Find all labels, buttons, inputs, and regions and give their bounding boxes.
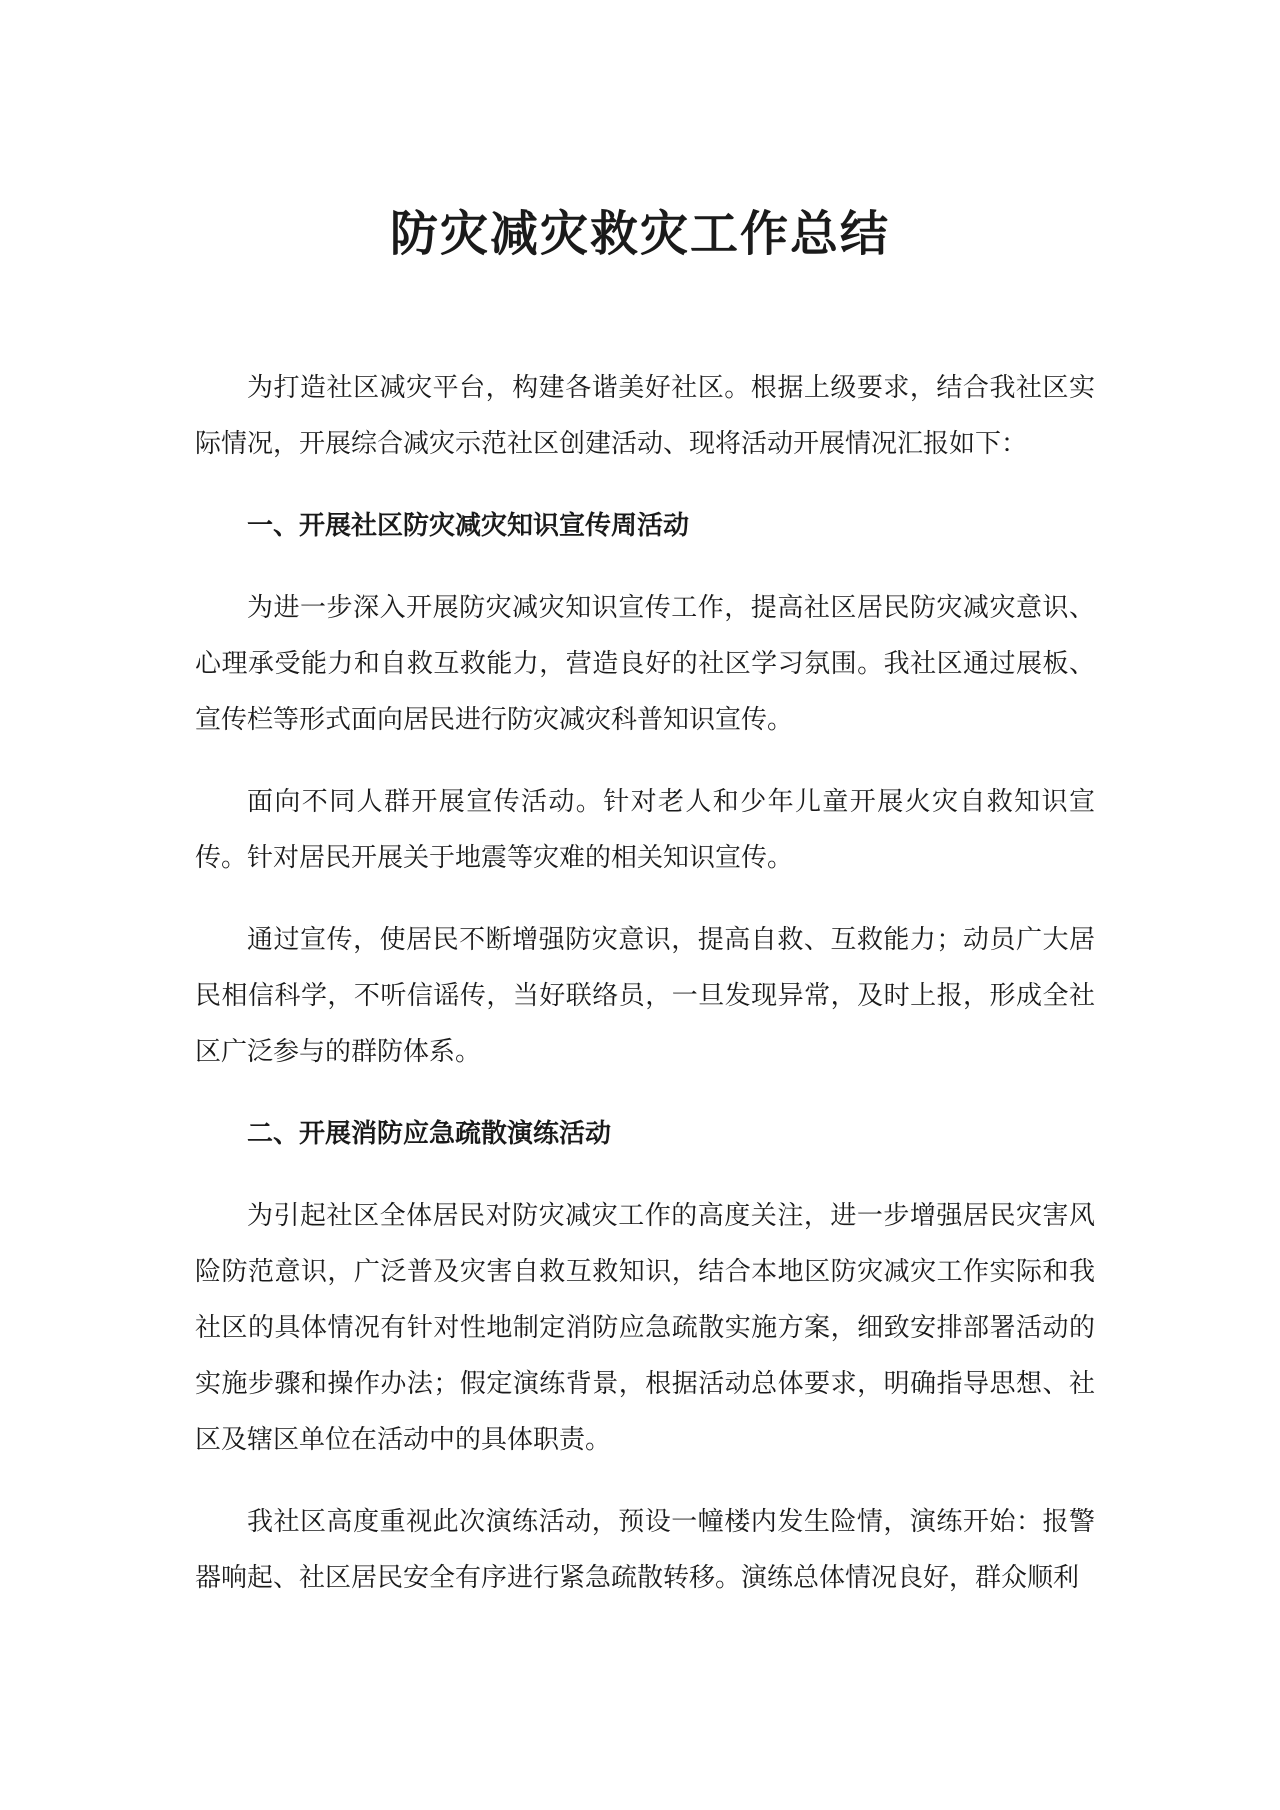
section-2-paragraph-1: 为引起社区全体居民对防灾减灾工作的高度关注，进一步增强居民灾害风险防范意识，广泛普及灾害自救互救知识，结合本地区防灾减灾工作实际和我社区的具体情况有针对性地制定消防应急疏散实施方案，细致安排部署活动的实施步骤和操作办法；假定演练背景，根据活动总体要求，明确指导思想、社区及辖区单位在活动中的具体职责。	[195, 1201, 1095, 1455]
section-2-heading: 二、开展消防应急疏散演练活动	[247, 1119, 612, 1149]
document-body	[195, 360, 1095, 1632]
section-1-heading: 一、开展社区防灾减灾知识宣传周活动	[247, 511, 690, 541]
section-2-paragraph-2: 我社区高度重视此次演练活动，预设一幢楼内发生险情，演练开始：报警器响起、社区居民安全有序进行紧急疏散转移。演练总体情况良好，群众顺利	[195, 1507, 1095, 1593]
section-1-paragraph-2: 面向不同人群开展宣传活动。针对老人和少年儿童开展火灾自救知识宣传。针对居民开展关于地震等灾难的相关知识宣传。	[195, 787, 1095, 873]
section-1-paragraph-1: 为进一步深入开展防灾减灾知识宣传工作，提高社区居民防灾减灾意识、心理承受能力和自救互救能力，营造良好的社区学习氛围。我社区通过展板、宣传栏等形式面向居民进行防灾减灾科普知识宣传。	[195, 593, 1095, 735]
document-title: 防灾减灾救灾工作总结	[389, 206, 890, 263]
intro-paragraph: 为打造社区减灾平台，构建各谐美好社区。根据上级要求，结合我社区实际情况，开展综合减灾示范社区创建活动、现将活动开展情况汇报如下：	[195, 373, 1095, 459]
section-1-paragraph-3: 通过宣传，使居民不断增强防灾意识，提高自救、互救能力；动员广大居民相信科学，不听信谣传，当好联络员，一旦发现异常，及时上报，形成全社区广泛参与的群防体系。	[195, 925, 1095, 1067]
